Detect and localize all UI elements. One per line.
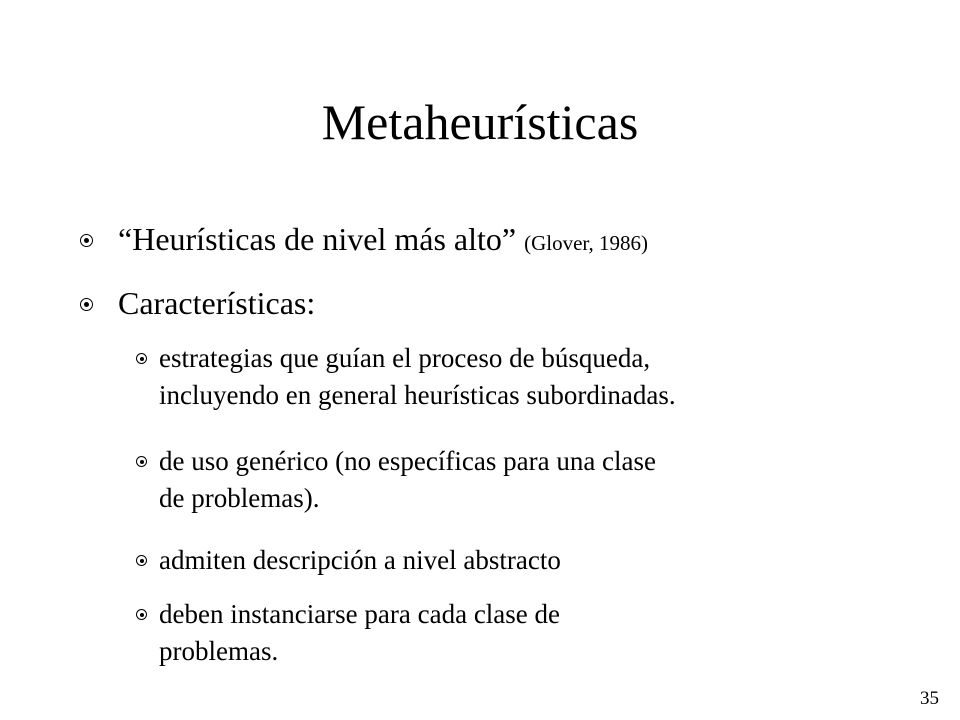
bullet-icon [136, 609, 147, 620]
sub-bullet-line: problemas. [159, 636, 279, 666]
slide-title: Metaheurísticas [321, 94, 639, 150]
bullet-icon [136, 456, 147, 467]
bullet-icon [136, 353, 147, 364]
bullet-citation: (Glover, 1986) [524, 231, 649, 255]
bullet-icon [80, 298, 93, 311]
bullet-text: Características: [118, 285, 316, 321]
bullet-icon [136, 555, 147, 566]
page-number: 35 [920, 688, 939, 709]
sub-bullet-line: de uso genérico (no específicas para una clase [159, 446, 657, 476]
sub-bullet-line: estrategias que guían el proceso de búsqueda, [159, 343, 651, 373]
sub-bullet-line: admiten descripción a nivel abstracto [159, 545, 561, 575]
sub-bullet-line: de problemas). [159, 483, 320, 513]
bullet-icon [80, 234, 93, 247]
bullet-text: “Heurísticas de nivel más alto” [118, 221, 517, 257]
sub-bullet-line: deben instanciarse para cada clase de [159, 599, 561, 629]
sub-bullet-line: incluyendo en general heurísticas subordinadas. [159, 380, 676, 410]
